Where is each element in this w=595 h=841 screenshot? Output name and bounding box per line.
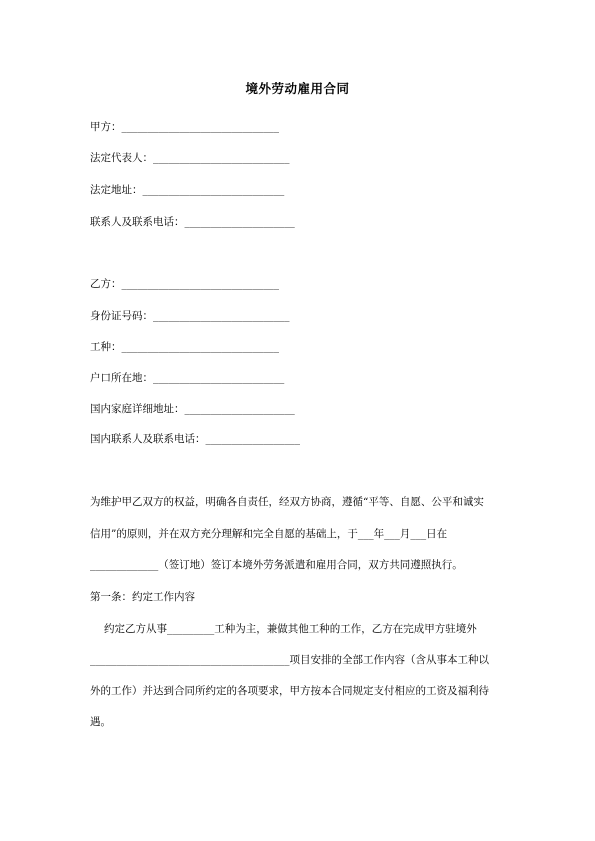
domestic-contact-field: 国内联系人及联系电话：__________________ xyxy=(90,433,300,445)
party-a-field: 甲方：______________________________ xyxy=(90,121,279,133)
home-address-field: 国内家庭详细地址：_____________________ xyxy=(90,403,295,415)
hukou-location-field: 户口所在地：_________________________ xyxy=(90,372,285,384)
preamble-line: 为维护甲乙双方的权益，明确各自责任，经双方协商，遵循“平等、自愿、公平和诚实 xyxy=(90,496,484,508)
preamble-line: _____________（签订地）签订本境外劳务派遣和雇用合同，双方共同遵照执行。 xyxy=(90,559,463,571)
article1-line: 约定乙方从事_________工种为主，兼做其他工种的工作，乙方在完成甲方驻境外 xyxy=(104,623,477,635)
article1-line: 外的工作）并达到合同所约定的各项要求，甲方按本合同规定支付相应的工资及福利待 xyxy=(90,685,489,697)
party-b-field: 乙方：______________________________ xyxy=(90,278,279,290)
contact-phone-field: 联系人及联系电话：_____________________ xyxy=(90,216,295,228)
legal-address-field: 法定地址：___________________________ xyxy=(90,184,285,196)
article1-heading: 第一条：约定工作内容 xyxy=(90,591,195,603)
article1-line: ______________________________________项目安排的全部工作内容（含从事本工种以 xyxy=(90,654,489,666)
job-type-field: 工种：______________________________ xyxy=(90,341,279,353)
article1-line: 遇。 xyxy=(90,716,111,728)
legal-representative-field: 法定代表人：__________________________ xyxy=(90,152,290,164)
document-title: 境外劳动雇用合同 xyxy=(245,81,350,96)
preamble-line: 信用”的原则，并在双方充分理解和完全自愿的基础上，于___年___月___日在 xyxy=(90,528,448,540)
id-number-field: 身份证号码：__________________________ xyxy=(90,310,290,322)
